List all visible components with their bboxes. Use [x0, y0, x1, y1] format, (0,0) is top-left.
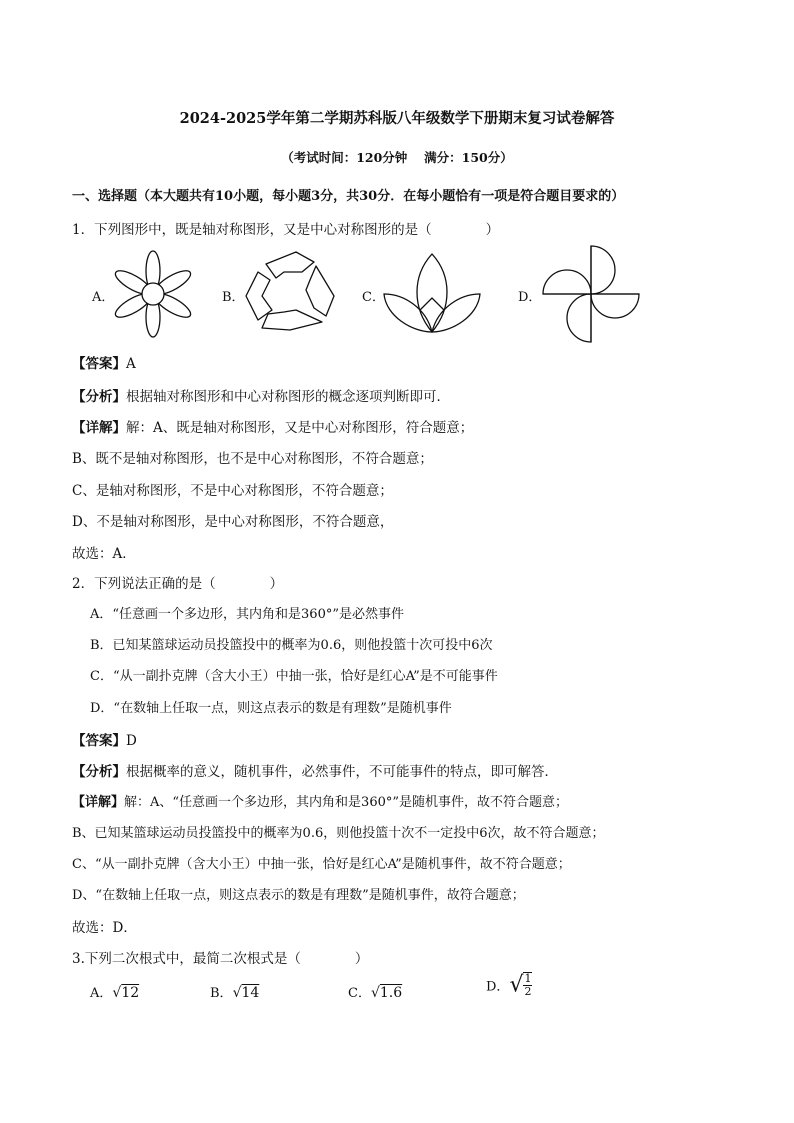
pinwheel-figure	[538, 244, 644, 344]
q3-option-d-label: D．	[486, 979, 510, 995]
q3-stem: 3.下列二次根式中，最简二次根式是（ ）	[72, 951, 369, 967]
q1-option-d-label: D．	[518, 290, 542, 305]
lotus-figure	[382, 250, 482, 334]
recycle-figure	[244, 250, 336, 332]
q1-detail-2: C、是轴对称图形，不是中心对称图形，不符合题意；	[72, 483, 393, 499]
q1-stem: 1．下列图形中，既是轴对称图形，又是中心对称图形的是（ ）	[72, 222, 500, 238]
q2-detail-1: B、已知某篮球运动员投篮投中的概率为0.6，则他投篮十次不一定投中6次，故不符合题意；	[72, 826, 605, 841]
q1-detail-3: D、不是轴对称图形，是中心对称图形，不符合题意，	[72, 514, 394, 530]
q2-analysis: 【分析】根据概率的意义，随机事件，必然事件，不可能事件的特点，即可解答．	[72, 764, 558, 780]
page-title: 2024-2025学年第二学期苏科版八年级数学下册期末复习试卷解答	[179, 110, 615, 127]
q2-detail-0: 【详解】解：A、“任意画一个多边形，其内角和是360°”是随机事件，故不符合题意；	[72, 795, 569, 810]
q1-analysis: 【分析】根据轴对称图形和中心对称图形的概念逐项判断即可．	[72, 389, 450, 405]
section-heading: 一、选择题（本大题共有10小题，每小题3分，共30分．在每小题恰有一项是符合题目要求的）	[72, 189, 625, 204]
q3-option-d-fraction: $\frac{1}{2}$	[524, 972, 532, 998]
q3-option-a-label: A．	[90, 986, 113, 1001]
q1-option-b-label: B．	[222, 290, 245, 305]
q3-option-b-label: B．	[210, 986, 233, 1001]
q2-option-d: D．“在数轴上任取一点，则这点表示的数是有理数”是随机事件	[90, 701, 452, 716]
q3-option-b: B．√14	[210, 985, 260, 1001]
q2-detail-2: C、“从一副扑克牌（含大小王）中抽一张，恰好是红心A”是随机事件，故不符合题意；	[72, 857, 571, 872]
q3-option-c: C．√1.6	[348, 985, 403, 1001]
q1-option-a-label: A．	[92, 290, 115, 305]
q2-stem: 2．下列说法正确的是（ ）	[72, 576, 284, 592]
q3-option-b-radicand: 14	[241, 985, 260, 1001]
q3-option-a-radicand: 12	[121, 985, 140, 1001]
q1-option-c-label: C．	[362, 290, 385, 305]
q1-answer: 【答案】A	[72, 356, 136, 372]
exam-info: （考试时间：120分钟 满分：150分）	[281, 150, 513, 165]
q3-option-a: A．√12	[90, 985, 140, 1001]
flower-figure	[110, 248, 196, 340]
q2-option-c: C．“从一副扑克牌（含大小王）中抽一张，恰好是红心A”是不可能事件	[90, 669, 498, 684]
q1-detail-0: 【详解】解：A、既是轴对称图形，又是中心对称图形，符合题意；	[72, 420, 474, 436]
q3-option-d: D．√ $\frac{1}{2}$	[486, 972, 532, 998]
q3-option-c-radicand: 1.6	[379, 985, 403, 1001]
q2-option-a: A．“任意画一个多边形，其内角和是360°”是必然事件	[90, 607, 404, 622]
q3-option-c-label: C．	[348, 986, 371, 1001]
q1-conclusion: 故选：A．	[72, 546, 136, 562]
q2-option-b: B．已知某篮球运动员投篮投中的概率为0.6，则他投篮十次可投中6次	[90, 638, 493, 653]
q2-conclusion: 故选：D．	[72, 920, 137, 936]
q1-detail-1: B、既不是轴对称图形，也不是中心对称图形，不符合题意；	[72, 451, 433, 467]
q2-answer: 【答案】D	[72, 733, 137, 749]
q2-detail-3: D、“在数轴上任取一点，则这点表示的数是有理数”是随机事件，故符合题意；	[72, 888, 525, 903]
